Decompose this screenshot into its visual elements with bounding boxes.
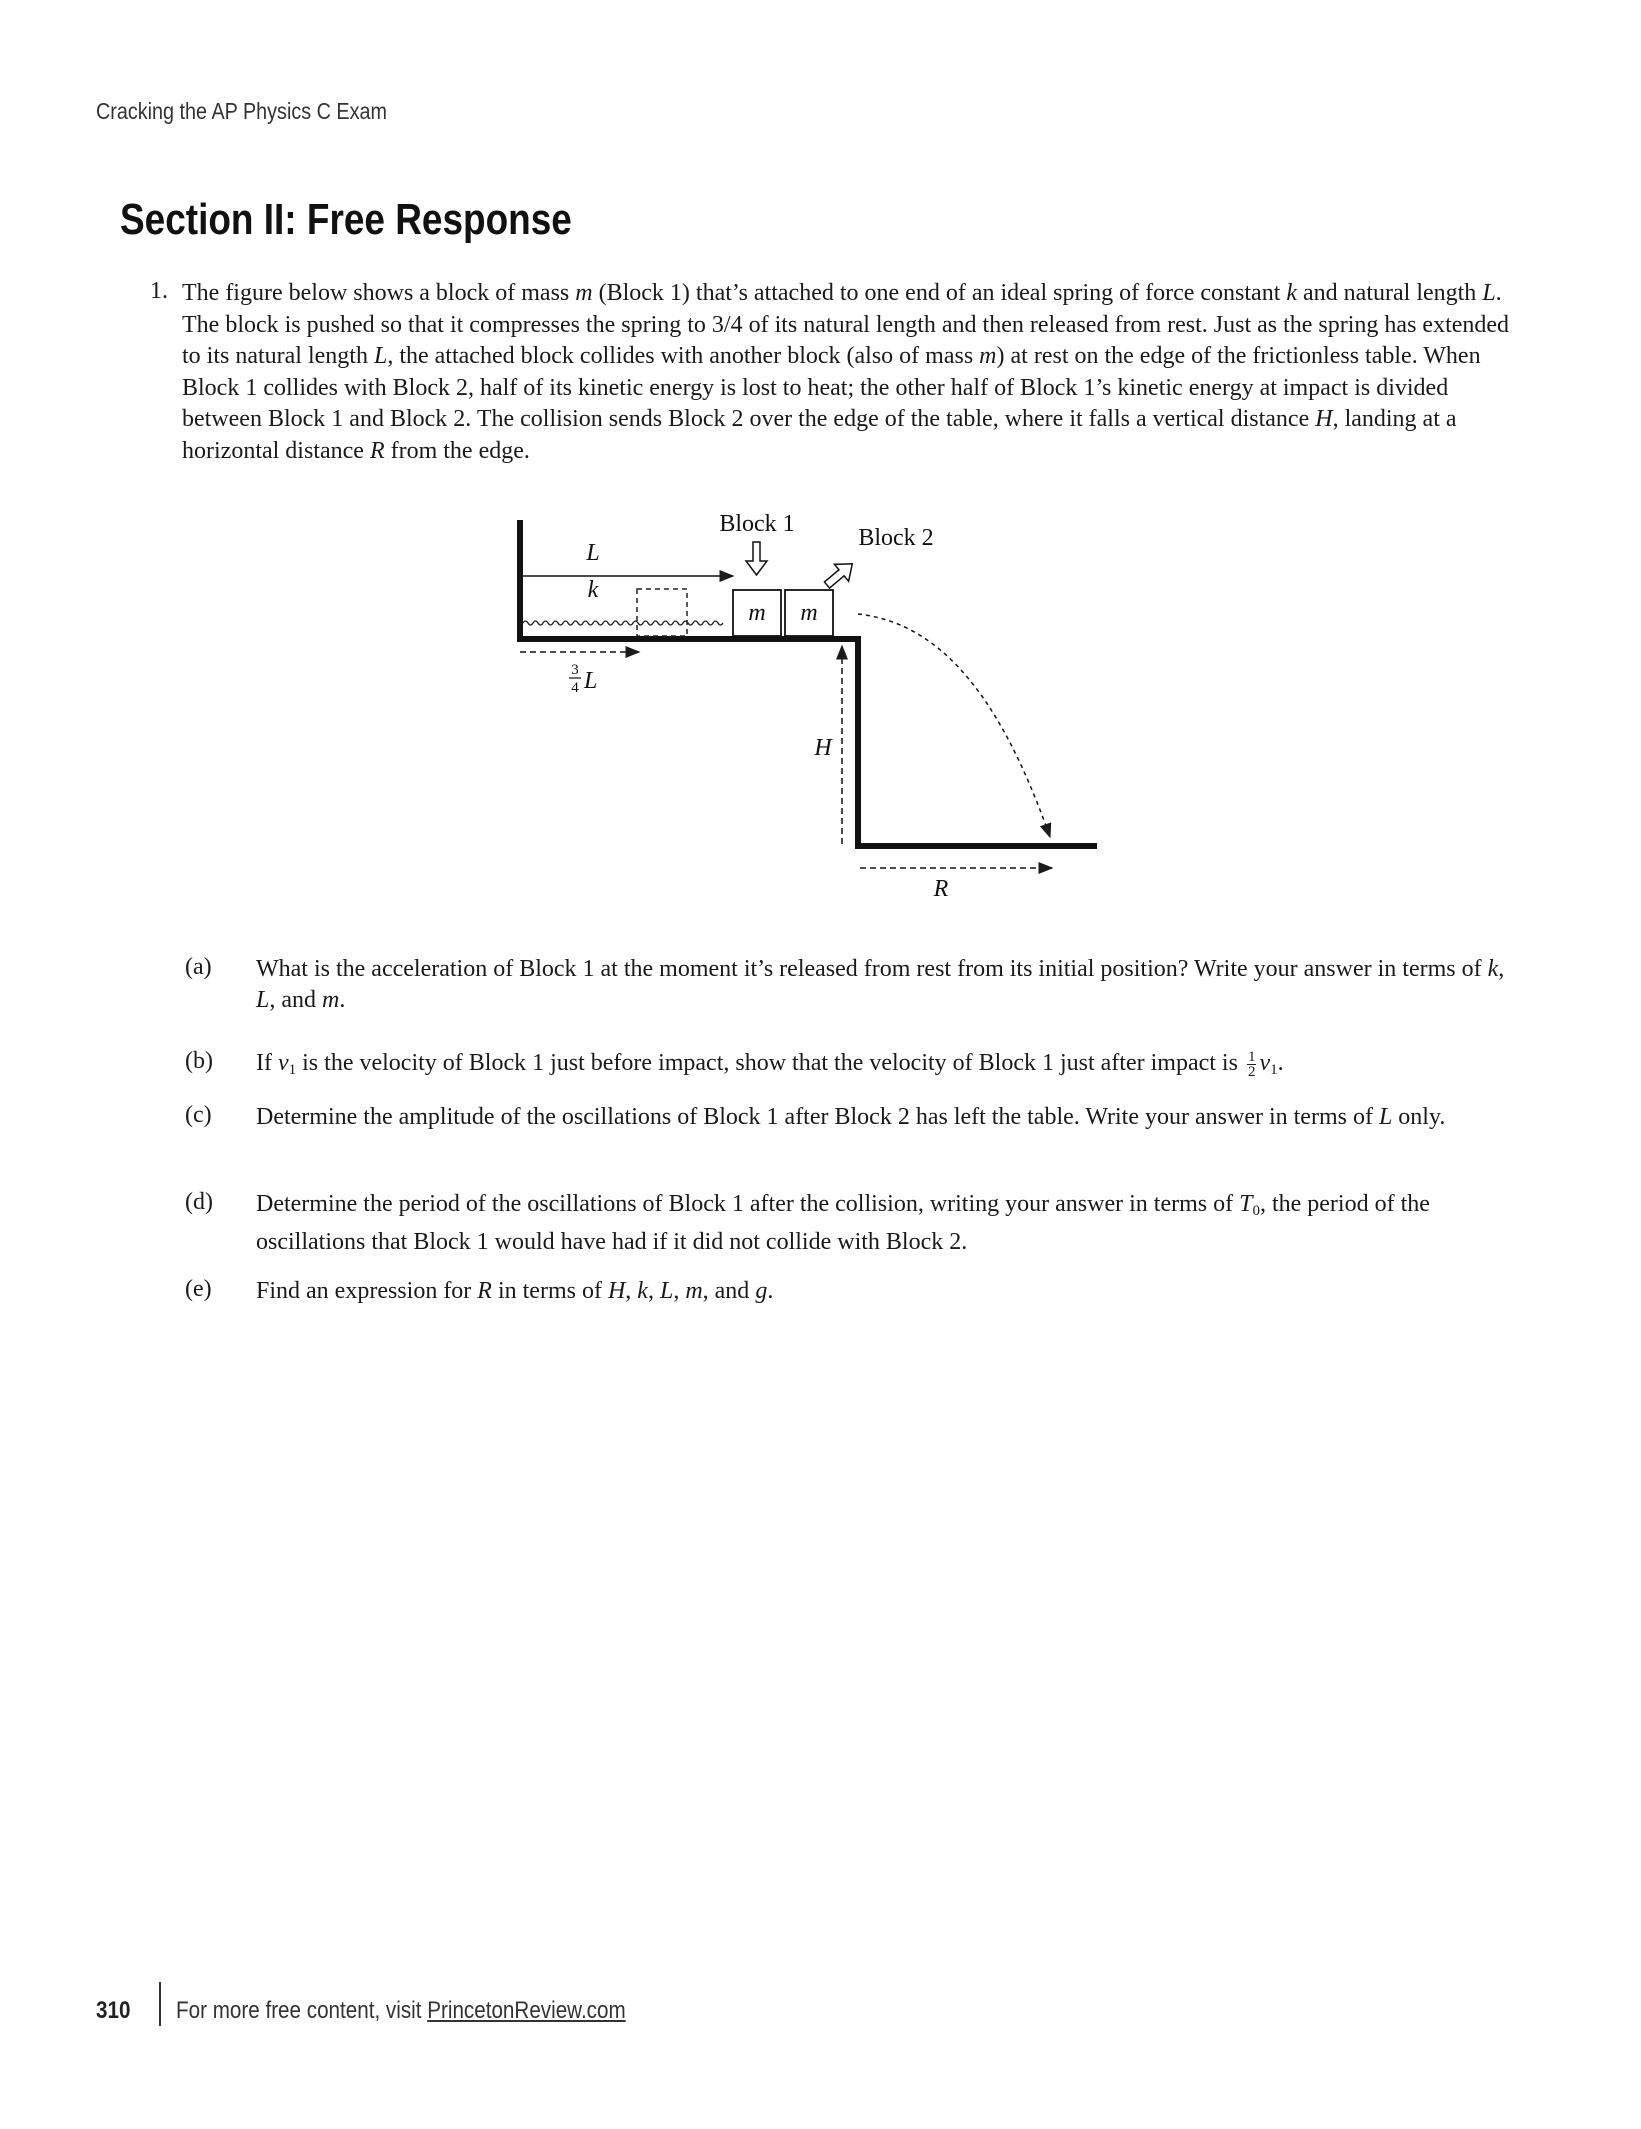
compressed-length-var: L	[584, 668, 598, 694]
compressed-fraction-denominator: 4	[571, 680, 579, 696]
question-stem: The figure below shows a block of mass m (Block 1) that’s attached to one end of an ideal spring of force constant k and natural length L. The block is pushed so that it compresses the spring to 3/4 of its natural length and then released from rest. Just as the spring has extended to its natural length L, the attached block collides with another block (also of mass m) at rest on the edge of the frictionless table. When Block 1 collides with Block 2, half of its kinetic energy is lost to heat; the other half of Block 1’s kinetic energy at impact is divided between Block 1 and Block 2. The collision sends Block 2 over the edge of the table, where it falls a vertical distance H, landing at a horizontal distance R from the edge.	[182, 280, 1510, 464]
part-b-text: If $v_1$ is the velocity of Block 1 just before impact, show that the velocity of Block 1 just after impact is $\frac{1}{2}$ $v_1$.	[256, 1049, 1284, 1080]
section-title: Section II: Free Response	[120, 195, 572, 244]
footer-link[interactable]: PrincetonReview.com	[427, 1997, 626, 2024]
part-d-text: Determine the period of the oscillations of Block 1 after the collision, writing your answer in terms of $T_0$, the period of the oscillations that Block 1 would have had if it did not collide with Block 2.	[256, 1191, 1430, 1255]
footer-prefix: For more free content, visit	[176, 1997, 428, 2024]
physics-figure	[500, 505, 1120, 930]
length-label: L	[586, 540, 600, 566]
question-number: 1.	[150, 278, 168, 304]
height-label: H	[814, 735, 832, 761]
part-a-text: What is the acceleration of Block 1 at the moment it’s released from rest from its initial position? Write your answer in terms of k, L, and m.	[256, 956, 1505, 1013]
part-e-text: Find an expression for R in terms of H, k, L, m, and g.	[256, 1278, 774, 1304]
trajectory	[858, 614, 1050, 837]
part-a-letter: (a)	[185, 954, 212, 980]
compressed-position-outline	[637, 589, 687, 636]
wall-and-table	[520, 520, 1097, 846]
footer-divider	[159, 1982, 161, 2026]
block-1-label: Block 1	[719, 511, 795, 537]
block-2-mass: m	[800, 600, 818, 626]
block-2-label: Block 2	[858, 525, 934, 551]
part-d-letter: (d)	[185, 1189, 213, 1215]
part-c-text: Determine the amplitude of the oscillations of Block 1 after Block 2 has left the table. Write your answer in terms of L only.	[256, 1104, 1446, 1130]
range-label: R	[933, 876, 949, 902]
block-1-pointer-icon	[746, 542, 767, 575]
block-2-pointer-icon	[820, 555, 859, 593]
running-head: Cracking the AP Physics C Exam	[96, 98, 387, 124]
block-1-mass: m	[748, 600, 766, 626]
compressed-fraction-numerator: 3	[571, 662, 579, 678]
part-b-letter: (b)	[185, 1048, 213, 1074]
spring	[523, 621, 723, 625]
part-e-letter: (e)	[185, 1276, 212, 1302]
spring-constant-label: k	[587, 577, 599, 603]
part-c-letter: (c)	[185, 1102, 212, 1128]
spring-block-diagram	[500, 505, 1120, 925]
footer-text	[176, 1997, 626, 2025]
page-number: 310	[96, 1997, 131, 2024]
